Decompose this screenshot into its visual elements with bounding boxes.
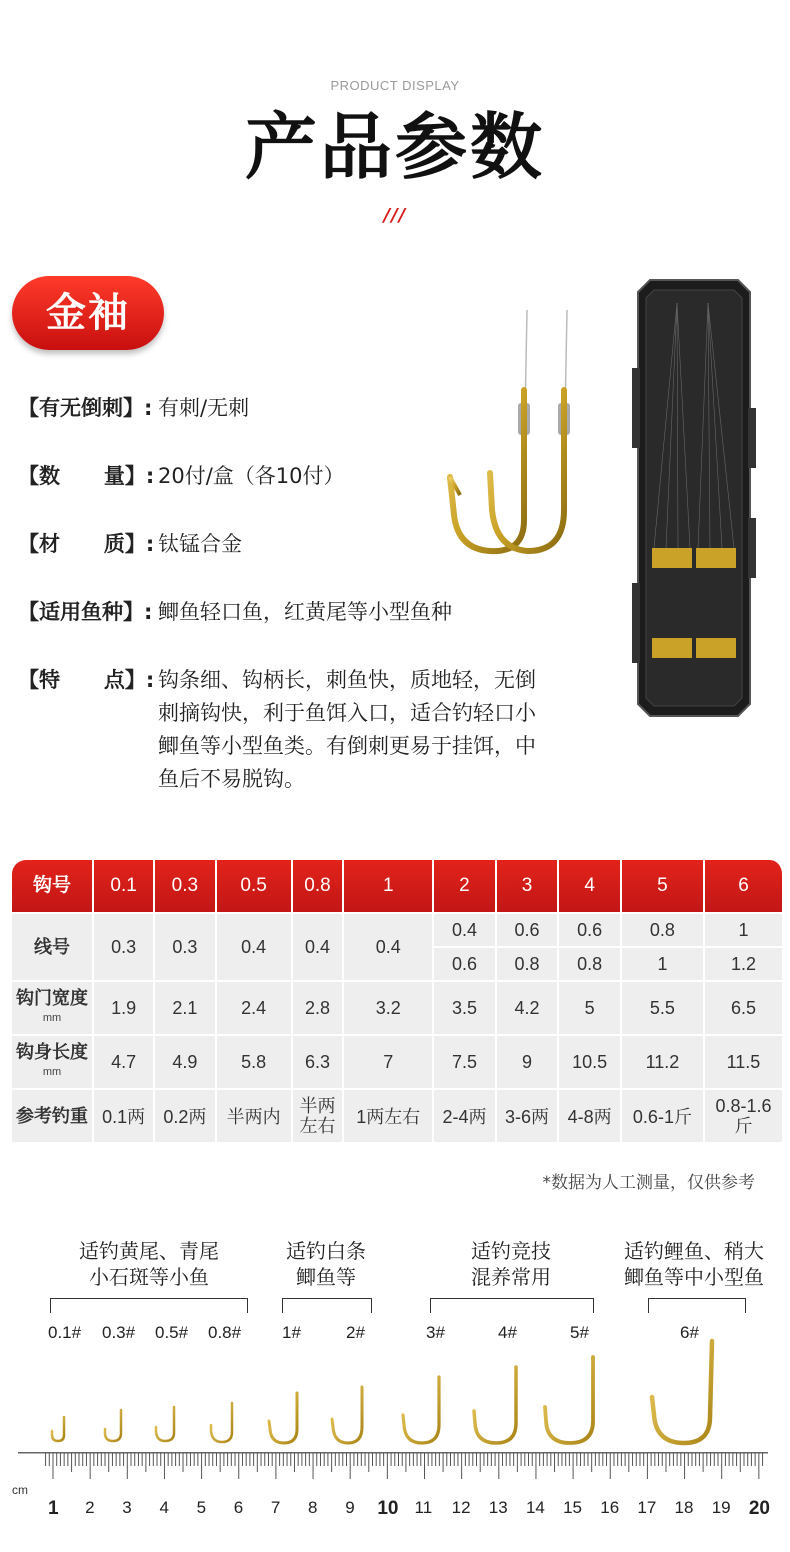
table-cell: 2.4 bbox=[217, 982, 293, 1036]
hook-icon bbox=[156, 1407, 174, 1441]
hook-pair-image bbox=[430, 305, 590, 565]
table-cell: 3.5 bbox=[434, 982, 497, 1036]
group-line: 混养常用 bbox=[471, 1265, 551, 1289]
spec-key: 【有无倒刺】: bbox=[18, 396, 153, 420]
table-cell: 0.8-1.6 斤 bbox=[705, 1090, 784, 1144]
hook-size-label: 0.1# bbox=[48, 1323, 82, 1342]
table-cell: 10.5 bbox=[559, 1036, 622, 1090]
table-row bbox=[12, 1036, 784, 1090]
table-cell: 1 bbox=[705, 914, 784, 948]
group-bracket bbox=[430, 1298, 594, 1313]
spec-key: 【数 量】: bbox=[18, 464, 155, 488]
table-cell: 1.2 bbox=[705, 948, 784, 982]
group-line: 小石斑等小鱼 bbox=[89, 1265, 209, 1289]
table-cell: 0.8 bbox=[559, 948, 622, 982]
table-cell: 6.5 bbox=[705, 982, 784, 1036]
ruler-number: 16 bbox=[600, 1498, 620, 1517]
table-cell: 0.3 bbox=[94, 914, 155, 982]
hook-size-label: 1# bbox=[282, 1323, 301, 1342]
table-cell: 半两 左右 bbox=[293, 1090, 345, 1144]
ruler-number: 17 bbox=[637, 1498, 657, 1517]
hook-size-label: 3# bbox=[426, 1323, 445, 1342]
table-cell: 0.2两 bbox=[155, 1090, 216, 1144]
group-label bbox=[430, 1238, 592, 1290]
table-cell: 半两内 bbox=[217, 1090, 293, 1144]
hook-size-label: 0.3# bbox=[102, 1323, 136, 1342]
row-unit: mm bbox=[42, 1012, 62, 1024]
hook-icon bbox=[652, 1341, 712, 1443]
ruler-number: 11 bbox=[414, 1498, 433, 1517]
table-cell: 0.6 bbox=[497, 914, 560, 948]
hook-size-row bbox=[0, 1335, 790, 1450]
page-title: 产品参数 bbox=[244, 105, 545, 189]
hook-size-label: 4# bbox=[498, 1323, 517, 1342]
table-cell: 1 bbox=[344, 860, 434, 914]
table-cell: 0.6 bbox=[559, 914, 622, 948]
header-label: 钩号 bbox=[12, 860, 94, 914]
ruler-number: 5 bbox=[196, 1498, 207, 1517]
table-cell: 2 bbox=[434, 860, 497, 914]
table-cell: 3 bbox=[497, 860, 560, 914]
hook-size-label: 0.8# bbox=[208, 1323, 242, 1342]
group-bracket bbox=[282, 1298, 372, 1313]
row-unit: mm bbox=[42, 1066, 62, 1078]
spec-value: 20付/盒（各10付） bbox=[158, 464, 345, 488]
hook-size-label: 0.5# bbox=[155, 1323, 189, 1342]
table-cell: 1.9 bbox=[94, 982, 155, 1036]
group-line: 鲫鱼等中小型鱼 bbox=[624, 1265, 764, 1289]
table-cell: 0.5 bbox=[217, 860, 293, 914]
table-cell: 0.8 bbox=[622, 914, 705, 948]
spec-value: 鲫鱼轻口鱼，红黄尾等小型鱼种 bbox=[158, 600, 452, 624]
group-label bbox=[606, 1238, 782, 1290]
hook-icon bbox=[105, 1410, 121, 1441]
table-cell: 2.8 bbox=[293, 982, 345, 1036]
hook-icon bbox=[332, 1387, 362, 1443]
spec-value: 钛锰合金 bbox=[158, 532, 242, 556]
table-cell: 2-4两 bbox=[434, 1090, 497, 1144]
table-cell: 0.8 bbox=[293, 860, 345, 914]
table-cell: 1两左右 bbox=[344, 1090, 434, 1144]
spec-value: 有刺/无刺 bbox=[158, 396, 250, 420]
table-cell: 5 bbox=[622, 860, 705, 914]
spec-row-species bbox=[18, 596, 536, 629]
group-line: 适钓黄尾、青尾 bbox=[79, 1239, 219, 1263]
row-label: 线号 bbox=[12, 914, 94, 982]
hook-icon bbox=[474, 1367, 516, 1443]
table-cell: 4.9 bbox=[155, 1036, 216, 1090]
row-label-text: 钩身长度 bbox=[16, 1042, 88, 1062]
ruler-number: 12 bbox=[451, 1498, 471, 1517]
table-cell: 11.2 bbox=[622, 1036, 705, 1090]
hook-size-label: 5# bbox=[570, 1323, 589, 1342]
row-label bbox=[12, 1036, 94, 1090]
group-line: 适钓鲤鱼、稍大 bbox=[624, 1239, 764, 1263]
row-label bbox=[12, 982, 94, 1036]
table-cell: 0.1两 bbox=[94, 1090, 155, 1144]
ruler-number: 15 bbox=[563, 1498, 583, 1517]
group-label bbox=[266, 1238, 386, 1290]
decor-slashes: /// bbox=[383, 205, 407, 226]
table-cell: 0.4 bbox=[217, 914, 293, 982]
table-cell: 4-8两 bbox=[559, 1090, 622, 1144]
table-cell: 0.4 bbox=[344, 914, 434, 982]
ruler-number: 14 bbox=[525, 1498, 545, 1517]
spec-value: 钩条细、钩柄长，刺鱼快，质地轻，无倒刺摘钩快，利于鱼饵入口，适合钓轻口小鲫鱼等小型鱼类。有倒刺更易于挂饵，中鱼后不易脱钩。 bbox=[158, 668, 536, 791]
table-cell: 0.4 bbox=[293, 914, 345, 982]
product-badge bbox=[12, 276, 164, 350]
ruler-number: 18 bbox=[674, 1498, 694, 1517]
group-label bbox=[50, 1238, 248, 1290]
table-cell: 5 bbox=[559, 982, 622, 1036]
hook-icon bbox=[403, 1377, 439, 1443]
ruler-number: 9 bbox=[345, 1498, 355, 1517]
table-cell: 2.1 bbox=[155, 982, 216, 1036]
table-cell: 3.2 bbox=[344, 982, 434, 1036]
subtitle: PRODUCT DISPLAY bbox=[330, 78, 460, 93]
ruler-scale bbox=[0, 1452, 790, 1494]
group-line: 鲫鱼等 bbox=[296, 1265, 356, 1289]
table-row bbox=[12, 914, 784, 948]
ruler-number: 7 bbox=[270, 1498, 281, 1517]
table-cell: 4 bbox=[559, 860, 622, 914]
table-cell: 0.1 bbox=[94, 860, 155, 914]
ruler-number: 4 bbox=[159, 1498, 169, 1517]
group-line: 适钓白条 bbox=[286, 1239, 366, 1263]
ruler-unit: cm bbox=[12, 1483, 28, 1497]
ruler-number: 20 bbox=[748, 1498, 770, 1519]
group-bracket bbox=[50, 1298, 248, 1313]
ruler-number: 10 bbox=[377, 1498, 399, 1519]
hook-icon bbox=[52, 1417, 64, 1441]
table-cell: 9 bbox=[497, 1036, 560, 1090]
spec-key: 【特 点】: bbox=[18, 668, 155, 692]
table-cell: 7.5 bbox=[434, 1036, 497, 1090]
table-cell: 0.8 bbox=[497, 948, 560, 982]
ruler-number: 8 bbox=[308, 1498, 318, 1517]
table-cell: 0.3 bbox=[155, 860, 216, 914]
table-cell: 3-6两 bbox=[497, 1090, 560, 1144]
spec-row-features bbox=[18, 664, 543, 796]
table-row bbox=[12, 1090, 784, 1144]
table-cell: 5.5 bbox=[622, 982, 705, 1036]
ruler-number: 13 bbox=[488, 1498, 508, 1517]
hook-icon bbox=[211, 1403, 232, 1442]
ruler-number: 1 bbox=[48, 1498, 59, 1519]
table-cell: 1 bbox=[622, 948, 705, 982]
hook-box-image bbox=[632, 278, 756, 718]
hook-size-label: 6# bbox=[680, 1323, 699, 1342]
ruler-number: 19 bbox=[711, 1498, 731, 1517]
table-cell: 6 bbox=[705, 860, 784, 914]
spec-key: 【材 质】: bbox=[18, 532, 155, 556]
row-label-text: 钩门宽度 bbox=[16, 988, 88, 1008]
table-cell: 11.5 bbox=[705, 1036, 784, 1090]
ruler-number: 2 bbox=[85, 1498, 95, 1517]
parameter-table bbox=[12, 860, 784, 1144]
group-bracket bbox=[648, 1298, 746, 1313]
ruler-number: 3 bbox=[122, 1498, 132, 1517]
table-cell: 0.6 bbox=[434, 948, 497, 982]
table-cell: 4.7 bbox=[94, 1036, 155, 1090]
badge-label: 金袖 bbox=[46, 290, 130, 336]
table-cell: 7 bbox=[344, 1036, 434, 1090]
table-row bbox=[12, 982, 784, 1036]
hook-icon bbox=[545, 1357, 593, 1443]
table-cell: 4.2 bbox=[497, 982, 560, 1036]
hook-icon bbox=[269, 1393, 297, 1443]
table-cell: 0.4 bbox=[434, 914, 497, 948]
hook-size-label: 2# bbox=[346, 1323, 365, 1342]
table-cell: 6.3 bbox=[293, 1036, 345, 1090]
ruler-number: 6 bbox=[233, 1498, 244, 1517]
group-line: 适钓竞技 bbox=[471, 1239, 551, 1263]
table-cell: 5.8 bbox=[217, 1036, 293, 1090]
disclaimer-note: *数据为人工测量，仅供参考 bbox=[542, 1173, 755, 1193]
spec-key: 【适用鱼种】: bbox=[18, 600, 153, 624]
table-header-row bbox=[12, 860, 784, 914]
table-cell: 0.6-1斤 bbox=[622, 1090, 705, 1144]
row-label: 参考钓重 bbox=[12, 1090, 94, 1144]
table-cell: 0.3 bbox=[155, 914, 216, 982]
